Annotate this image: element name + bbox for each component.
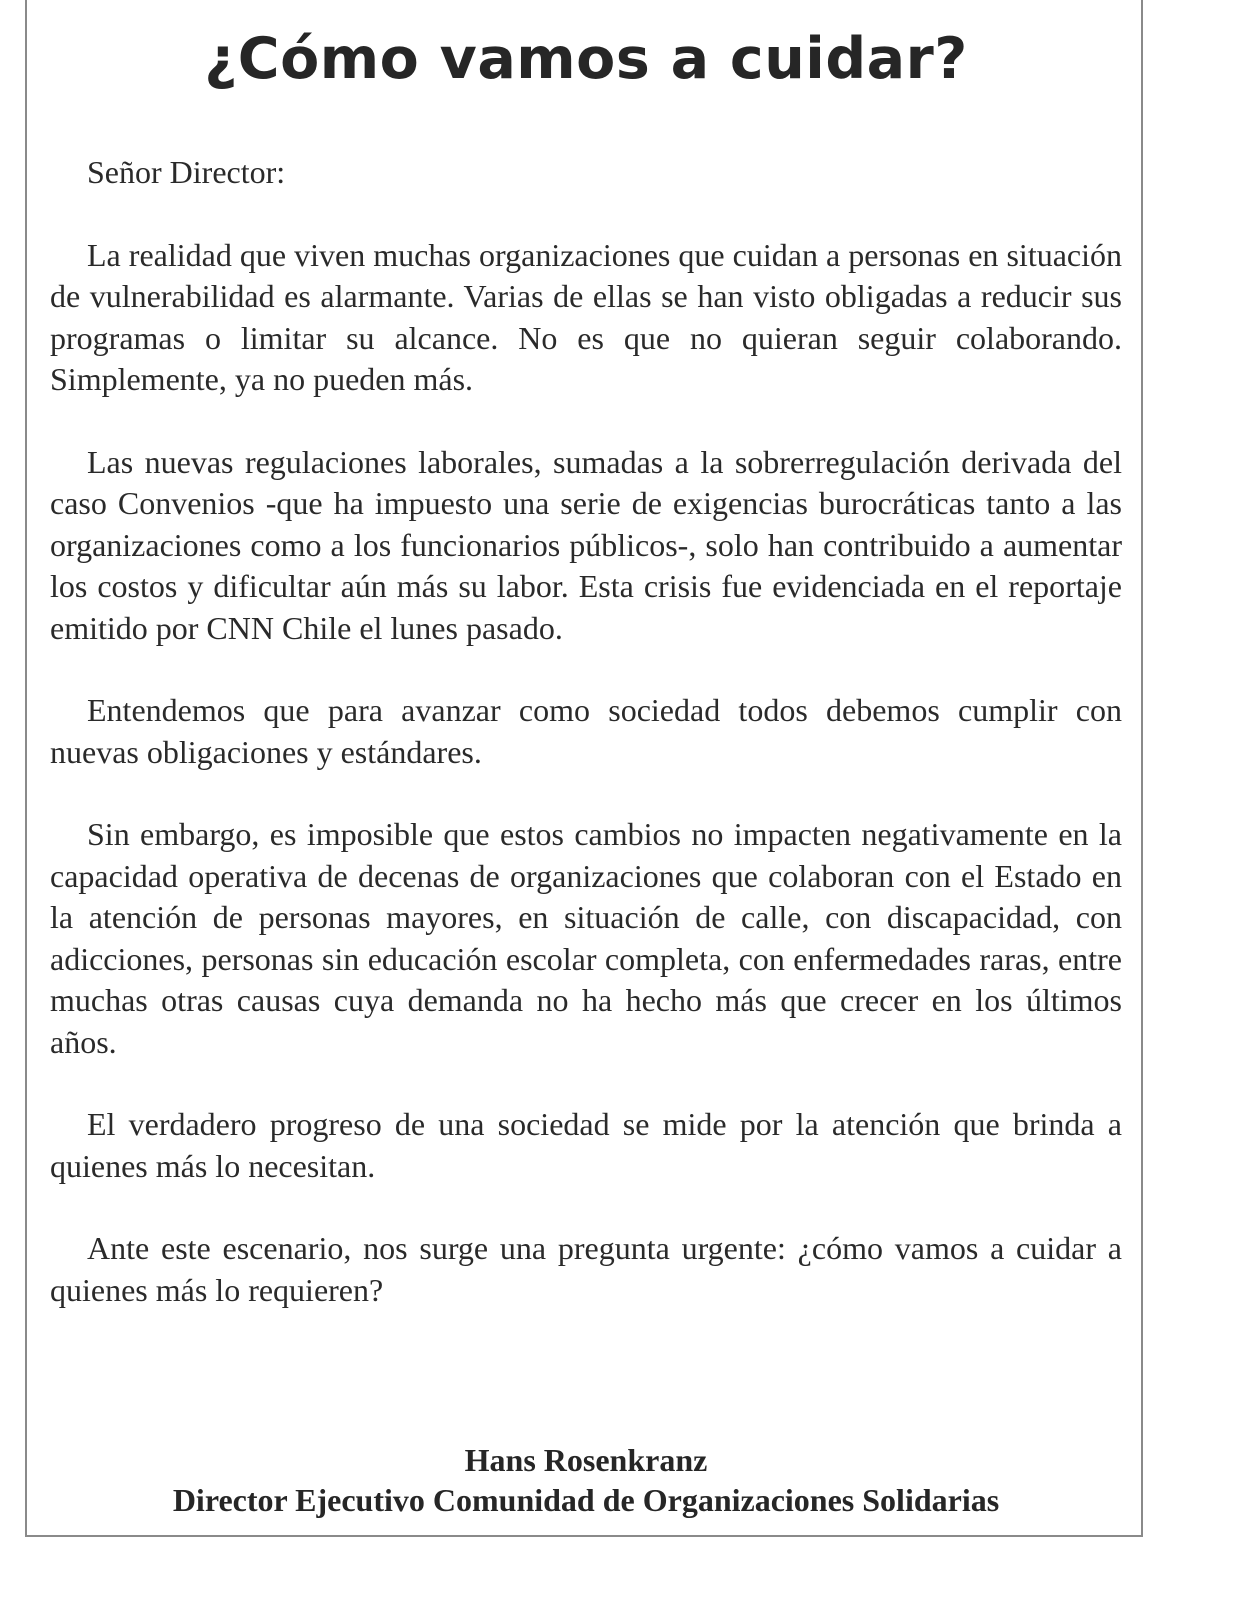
paragraph-3: Entendemos que para avanzar como sociedad todos debemos cumplir con nuevas obligaciones y estándares.	[50, 692, 1122, 770]
signature-role: Director Ejecutivo Comunidad de Organizaciones Solidarias	[172, 1482, 1000, 1518]
paragraph-4: Sin embargo, es imposible que estos cambios no impacten negativamente en la capacidad operativa de decenas de organizaciones que colaboran con el Estado en la atención de personas mayores, en situación de calle, con discapacidad, con adicciones, personas sin educación escolar completa, con enfermedades raras, entre muchas otras causas cuya demanda no ha hecho más que crecer en los últimos años.	[50, 816, 1122, 1060]
paragraph-6: Ante este escenario, nos surge una pregunta urgente: ¿cómo vamos a cuidar a quienes más lo requieren?	[50, 1230, 1122, 1308]
paragraph-5: El verdadero progreso de una sociedad se mide por la atención que brinda a quienes más lo necesitan.	[50, 1106, 1122, 1184]
letter-box	[25, 0, 1143, 1537]
letter-title: ¿Cómo vamos a cuidar?	[204, 26, 968, 92]
paragraph-2: Las nuevas regulaciones laborales, sumadas a la sobrerregulación derivada del caso Convenios -que ha impuesto una serie de exigencias burocráticas tanto a las organizaciones como a los funcionarios públicos-, solo han contribuido a aumentar los costos y dificultar aún más su labor. Esta crisis fue evidenciada en el reportaje emitido por CNN Chile el lunes pasado.	[50, 443, 1122, 646]
signature-name: Hans Rosenkranz	[464, 1442, 708, 1478]
letter-body	[50, 152, 1122, 1352]
salutation: Señor Director:	[87, 154, 286, 190]
paragraph-1: La realidad que viven muchas organizaciones que cuidan a personas en situación de vulnerabilidad es alarmante. Varias de ellas se han visto obligadas a reducir sus programas o limitar su alcance. No es que no quieran seguir colaborando. Simplemente, ya no pueden más.	[50, 236, 1122, 397]
signature-block	[27, 1440, 1145, 1520]
